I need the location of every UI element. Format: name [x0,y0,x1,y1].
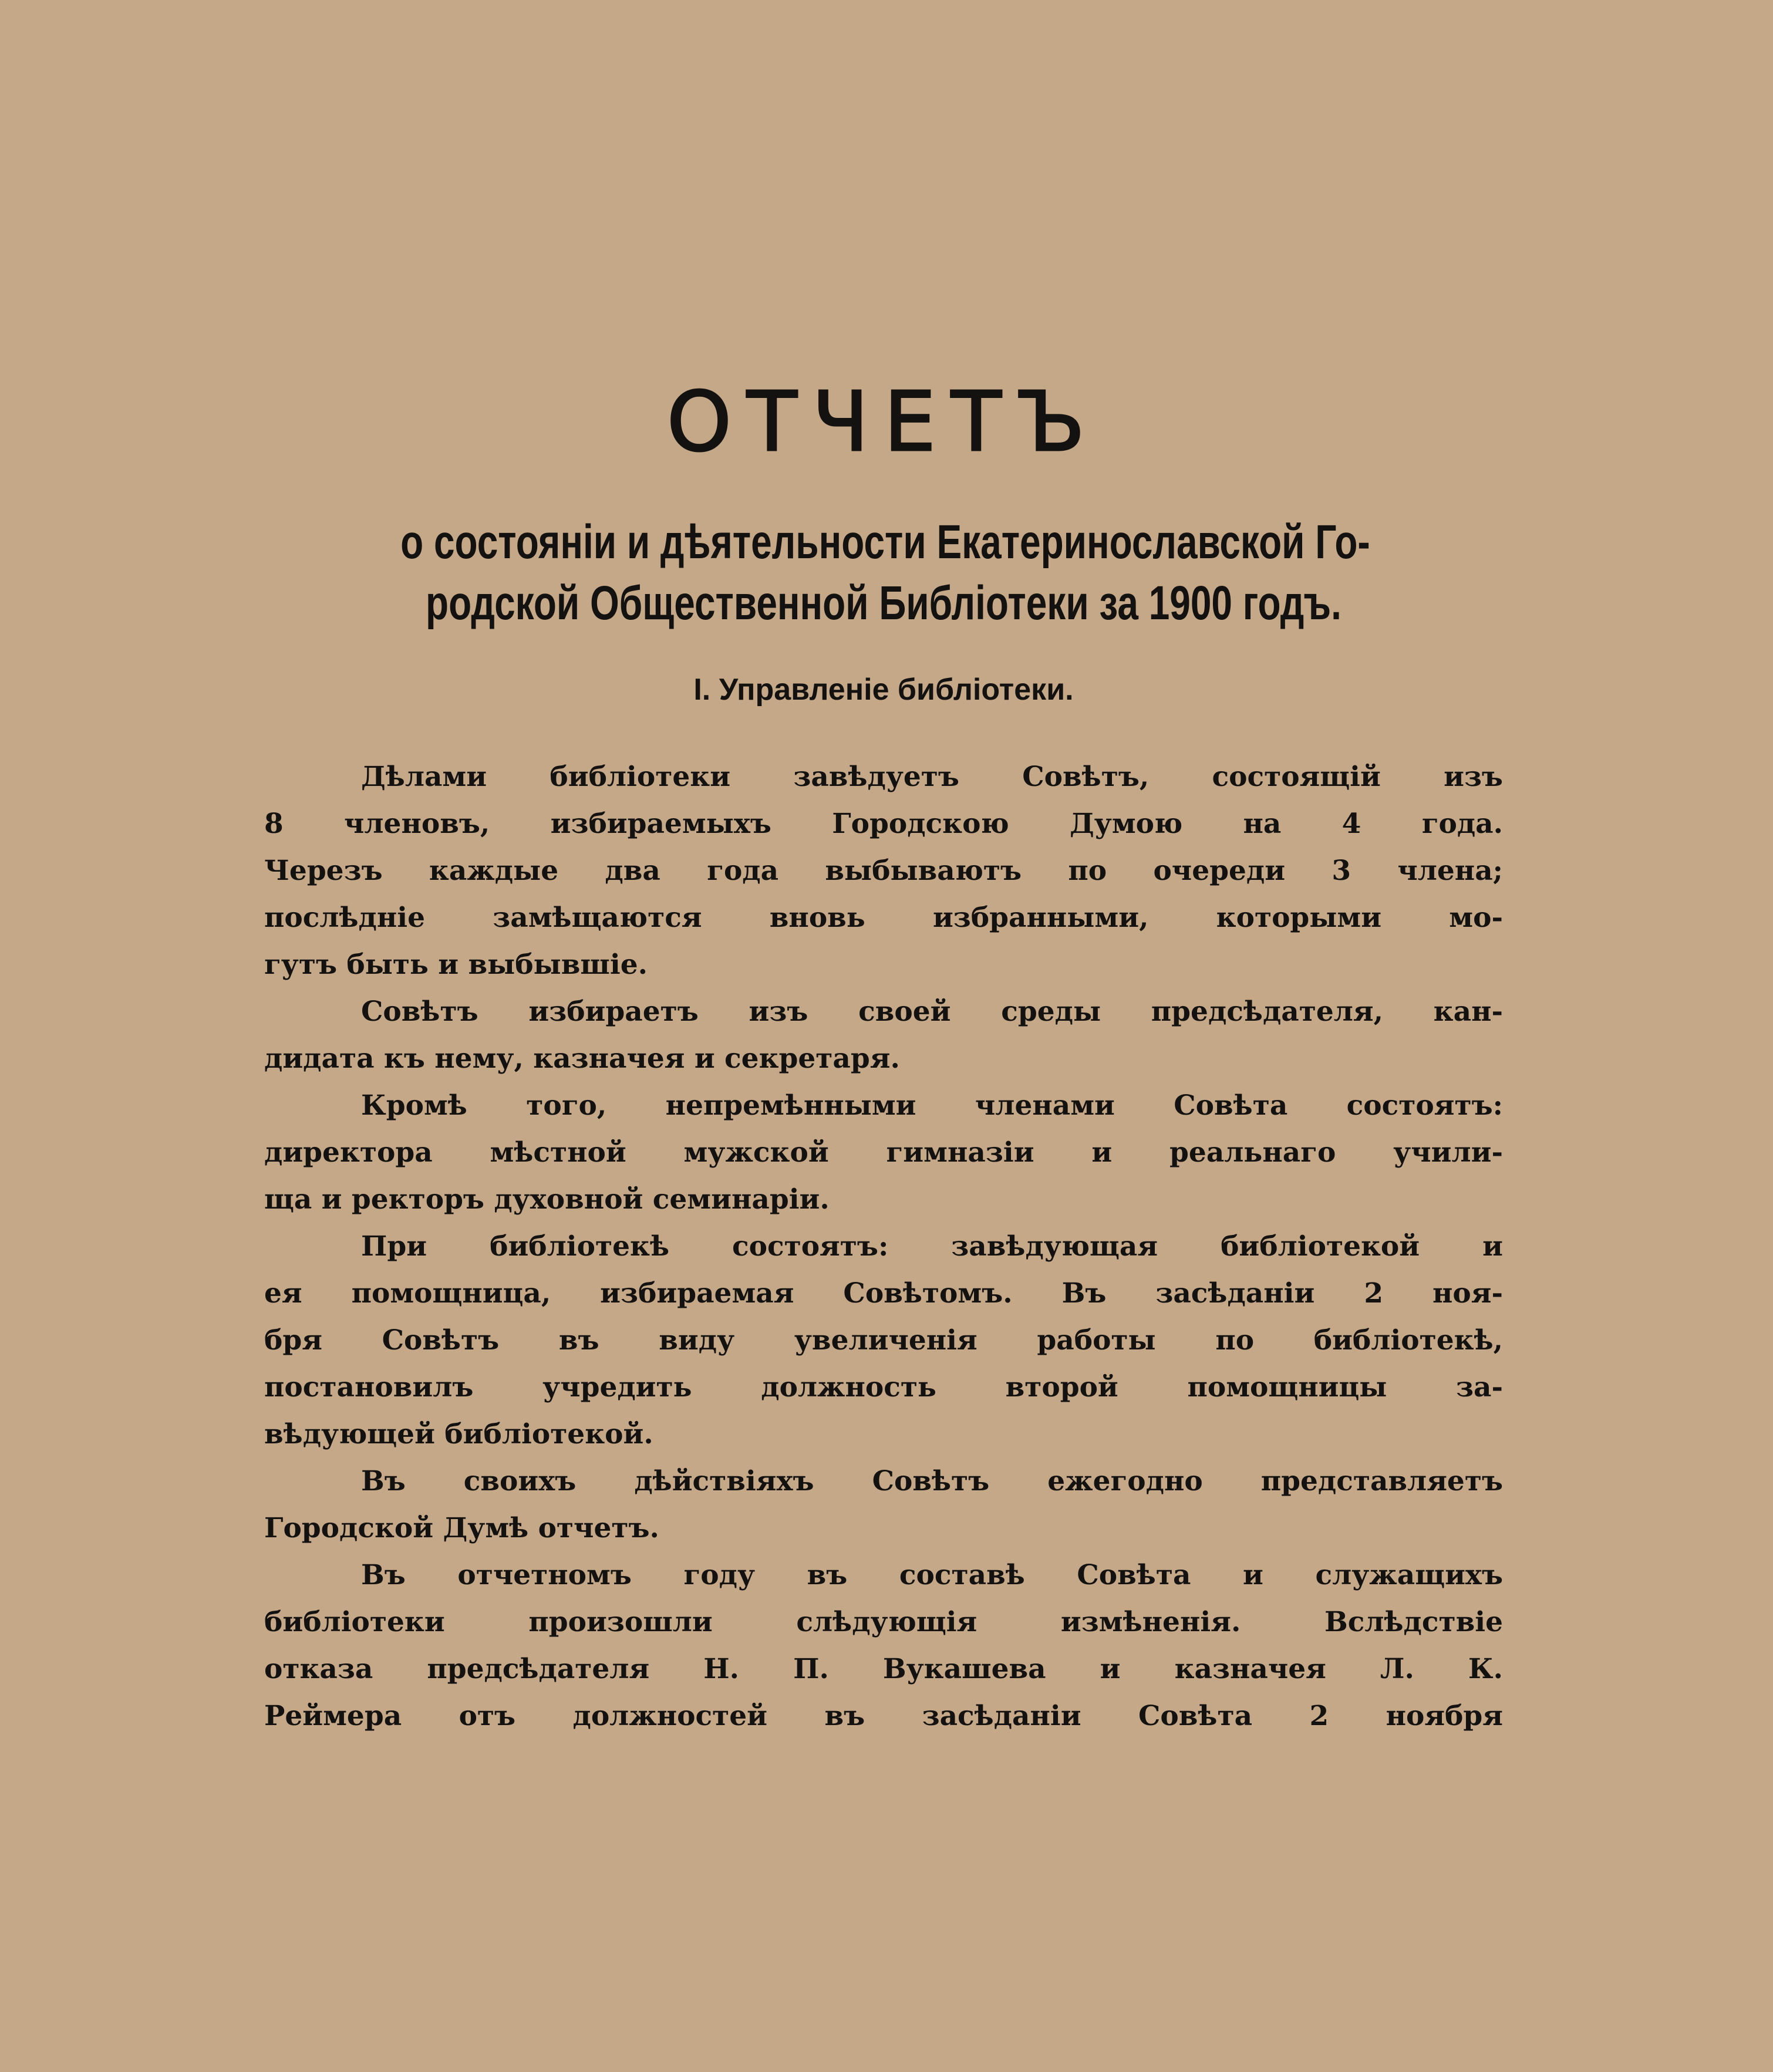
text-line: послѣднiе замѣщаются вновь избранными, которыми мо- [264,902,1503,934]
text-line: Въ отчетномъ году въ составѣ Совѣта и служащихъ [361,1559,1503,1591]
text-line: бря Совѣтъ въ виду увеличенiя работы по библiотекѣ, [264,1324,1503,1356]
text-line: постановилъ учредить должность второй помощницы за- [264,1371,1503,1403]
text-line: гутъ быть и выбывшiе. [264,949,648,981]
section-heading: I. Управленiе библiотеки. [693,673,1074,707]
text-line: директора мѣстной мужской гимназiи и реальнаго учили- [264,1136,1503,1169]
report-subtitle [400,512,1370,634]
report-title: ОТЧЕТЪ [666,374,1101,470]
text-line: 8 членовъ, избираемыхъ Городскою Думою на 4 года. [264,808,1503,840]
text-line: Совѣтъ избираетъ изъ своей среды предсѣдателя, кан- [361,995,1503,1028]
text-line: Кромѣ того, непремѣнными членами Совѣта состоятъ: [361,1089,1503,1122]
subtitle-line: о состоянiи и дѣятельности Екатеринославской Го- [400,515,1370,569]
text-line: вѣдующей библiотекой. [264,1418,653,1450]
text-line: отказа предсѣдателя Н. П. Вукашева и казначея Л. К. [264,1653,1503,1685]
text-line: При библiотекѣ состоятъ: завѣдующая библiотекой и [361,1230,1503,1263]
text-line: Дѣлами библiотеки завѣдуетъ Совѣтъ, состоящiй изъ [361,761,1503,793]
text-line: ея помощница, избираемая Совѣтомъ. Въ засѣданiи 2 ноя- [264,1277,1503,1310]
text-line: Черезъ каждые два года выбываютъ по очереди 3 члена; [264,855,1503,887]
text-line: Въ своихъ дѣйствiяхъ Совѣтъ ежегодно представляетъ [361,1465,1503,1497]
text-line: библiотеки произошли слѣдующiя измѣненiя. Вслѣдствiе [264,1606,1503,1638]
text-line: Реймера отъ должностей въ засѣданiи Совѣта 2 ноября [264,1700,1503,1732]
text-line: дидата къ нему, казначея и секретаря. [264,1042,900,1075]
text-line: ща и ректоръ духовной семинарiи. [264,1183,830,1216]
document-page [264,0,1503,2072]
text-line: Городской Думѣ отчетъ. [264,1512,659,1544]
subtitle-line: родской Общественной Библiотеки за 1900 годъ. [426,576,1341,630]
body-text [264,754,1503,1740]
